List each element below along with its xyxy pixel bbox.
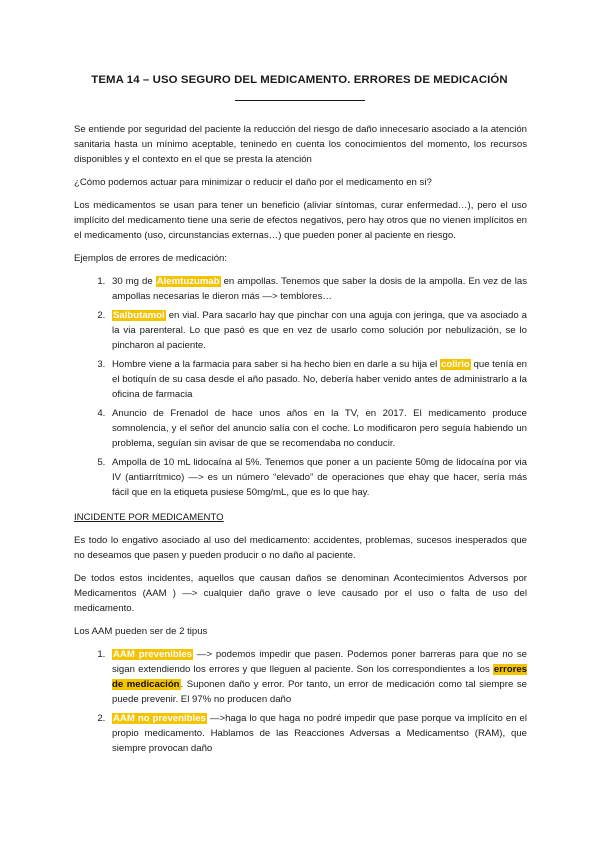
highlighted-term: AAM no prevenibles <box>113 713 206 724</box>
highlighted-term: colirio <box>441 359 470 370</box>
highlighted-term: AAM prevenibles <box>113 649 193 660</box>
section-heading: INCIDENTE POR MEDICAMENTO <box>74 512 224 523</box>
examples-label: Ejemplos de errores de medicación: <box>74 253 228 264</box>
aam-label: Los AAM pueden ser de 2 tipus <box>74 626 208 637</box>
examples-list <box>74 274 527 500</box>
list-item: 4. Anuncio de Frenadol de hace unos años en la TV, en 2017. El medicamento produce somnolencia, y el señor del anuncio salía con el coche. Lo modificaron pero seguía habiendo un problema, seguían sin avisar de que se recomendaba no conducir. <box>108 406 527 451</box>
list-item: 2. AAM no prevenibles —>haga lo que haga no podré impedir que pase porque va implícito en el propio medicamento. Hablamos de las Reacciones Adversas a Medicamentso (RAM), que siempre provocan daño <box>108 711 527 756</box>
highlighted-term: Salbutamol <box>113 310 165 321</box>
question-paragraph: ¿Cómo podemos actuar para minimizar o reducir el daño por el medicamento en si? <box>74 177 432 188</box>
list-item: 3. Hombre viene a la farmacia para saber si ha hecho bien en darle a su hija el colirio que tenía en el botiquín de su casa desde el año pasado. No, debería haber venido antes de administrarlo a la oficina de farmacia <box>108 357 527 402</box>
document-title: TEMA 14 – USO SEGURO DEL MEDICAMENTO. ERRORES DE MEDICACIÓN <box>91 74 508 86</box>
list-item: 1. 30 mg de Alemtuzumab en ampollas. Tenemos que saber la dosis de la ampolla. En vez de las ampollas necesarias le dieron más —> temblores… <box>108 274 527 304</box>
highlighted-term: Alemtuzumab <box>156 276 220 287</box>
paragraph-medicamentos: Los medicamentos se usan para tener un beneficio (aliviar síntomas, curar enfermedad…), pero el uso implícito del medicamento tiene una serie de efectos negativos, pero hay otros que no vienen implícitos en el medicamento (uso, circunstancias externas…) que pueden poner al paciente en riesgo. <box>74 200 527 241</box>
list-item: 5. Ampolla de 10 mL lidocaína al 5%. Tenemos que poner a un paciente 50mg de lidocaína por via IV (antiarrítmico) —> es un número “elevado” de operaciones que ehay que hacer, sería más fácil que en la etiqueta pusiese 50mg/mL, que es lo que hay. <box>108 455 527 500</box>
paragraph-aam: De todos estos incidentes, aquellos que causan daños se denominan Acontecimientos Adversos por Medicamentos (AAM ) —> cualquier daño grave o leve causado por el uso o falta de uso del medicamento. <box>74 573 527 614</box>
document-body <box>74 122 527 764</box>
list-item: 1. AAM prevenibles —> podemos impedir que pasen. Podemos poner barreras para que no se sigan extendiendo los errores y que lleguen al paciente. Son los correspondientes a los errores de medicación. Suponen daño y error. Por tanto, un error de medicación como tal siempre se puede prevenir. El 97% no producen daño <box>108 647 527 707</box>
title-underline <box>235 100 365 101</box>
highlighted-term: errores de medicación <box>112 664 527 690</box>
paragraph-incidente: Es todo lo engativo asociado al uso del medicamento: accidentes, problemas, sucesos inesperados que no deseamos que pasen y pueden producir o no daño al paciente. <box>74 535 527 561</box>
list-item: 2. Salbutamol en vial. Para sacarlo hay que pinchar con una aguja con jeringa, que va asociado a la via parenteral. Lo que pasó es que en vez de usarlo como solución por nebulización, se lo pincharon al paciente. <box>108 308 527 353</box>
intro-paragraph: Se entiende por seguridad del paciente la reducción del riesgo de daño innecesario asociado a la atención sanitaria hasta un mínimo aceptable, teninedo en cuenta los conocimientos del momento, los recursos disponibles y el contexto en el que se presta la atención <box>74 124 527 165</box>
aam-list <box>74 647 527 756</box>
